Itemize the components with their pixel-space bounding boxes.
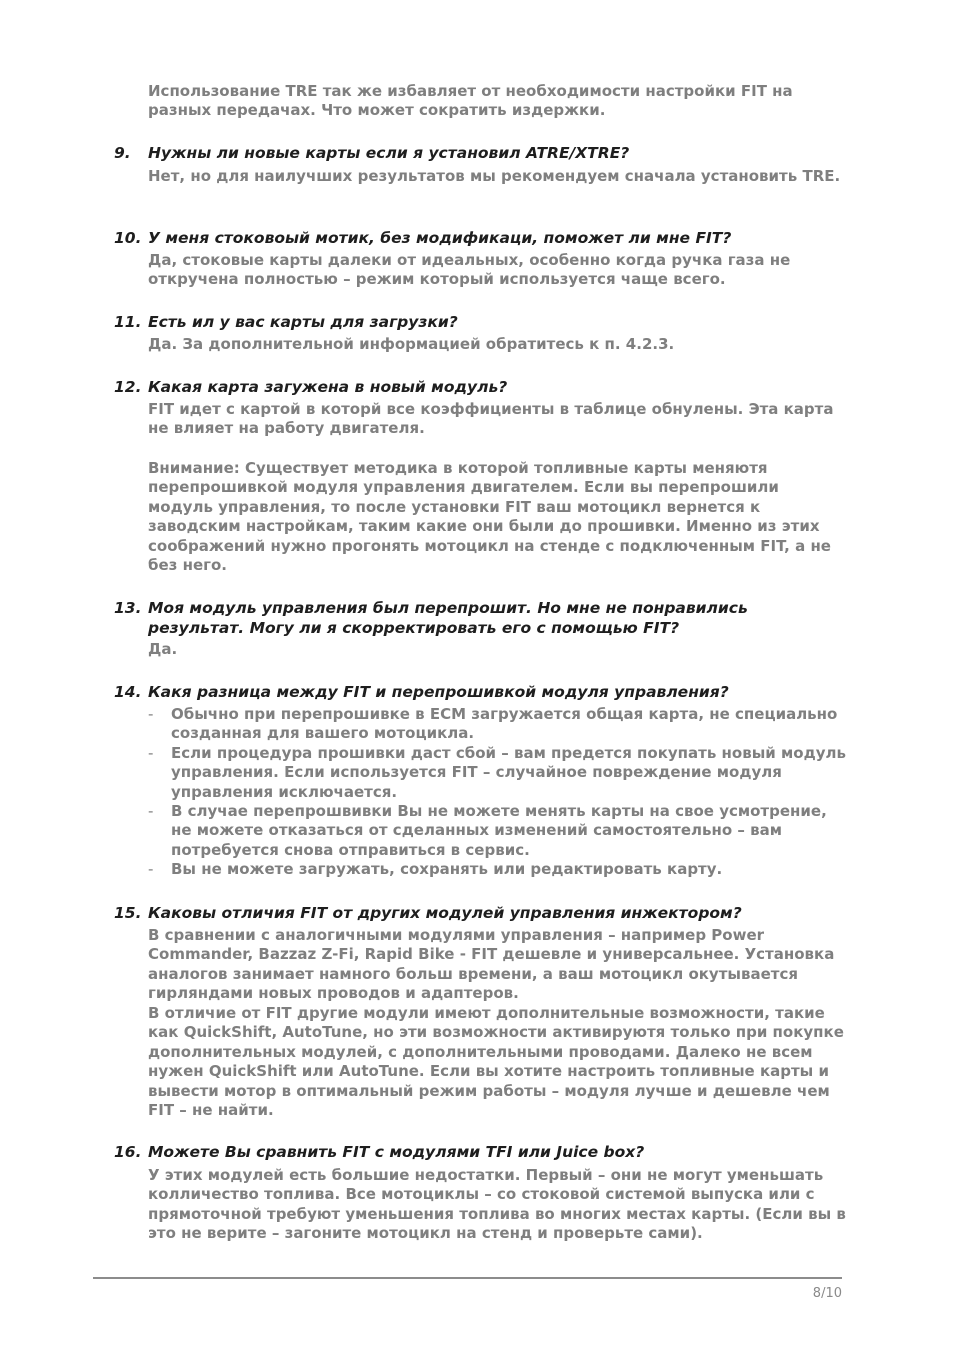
- dash-marker: -: [148, 802, 154, 821]
- question-text: Каковы отличия FIT от других модулей управления инжектором?: [148, 904, 742, 922]
- question-text: Нужны ли новые карты если я установил ATRE/XTRE?: [148, 144, 630, 162]
- question-text: Какя разница между FIT и перепрошивкой модуля управления?: [148, 683, 729, 701]
- question-text: Можете Вы сравнить FIT с модулями TFI или Juice box?: [148, 1143, 645, 1161]
- footer-divider: [93, 1277, 842, 1279]
- answer-9: Нет, но для наилучших результатов мы рекомендуем сначала установить TRE.: [148, 167, 841, 185]
- question-number: 11.: [114, 313, 142, 331]
- question-number: 14.: [114, 683, 142, 701]
- question-number: 12.: [114, 378, 142, 396]
- answer-15-part-1: В сравнении с аналогичными модулями управления – например Power Commander, Bazzaz Z-Fi, Rapid Bike - FIT дешевле и универсальнее. Установка аналогов занимает намного больш времени, а ваш мотоцикл окутывается гирляндами новых проводов и адаптеров.: [148, 926, 835, 1003]
- answer-12-warning: Внимание: Существует методика в которой топливные карты меняютя перепрошивкой модуля управления двигателем. Если вы перепрошили модуль управления, то после установки FIT ваш мотоцикл вернется к заводским настройкам, таким какие они были до прошивки. Именно из этих соображений нужно прогонять мотоцикл на стенде с подключенным FIT, а не без него.: [148, 459, 831, 575]
- question-number: 10.: [114, 229, 142, 247]
- question-12: [114, 377, 854, 397]
- question-13-line-2: результат. Могу ли я скорректировать его с помощью FIT?: [148, 619, 680, 637]
- question-text: Есть ил у вас карты для загрузки?: [148, 313, 458, 331]
- question-11: [114, 312, 854, 332]
- question-10: [114, 228, 854, 248]
- question-16: [114, 1142, 854, 1162]
- question-number: 13.: [114, 599, 142, 617]
- question-9: [114, 143, 854, 163]
- answer-13: Да.: [148, 640, 178, 658]
- dash-marker: -: [148, 860, 154, 879]
- list-item: [148, 744, 848, 802]
- dash-marker: -: [148, 743, 154, 762]
- list-item-text: Вы не можете загружать, сохранять или редактировать карту.: [171, 860, 723, 879]
- page-number: 8/10: [812, 1286, 842, 1301]
- list-item-text: Если процедура прошивки даст сбой – вам предется покупать новый модуль управления. Если используется FIT – случайное повреждение модуля управления исключается.: [171, 743, 846, 801]
- list-item: [148, 802, 848, 860]
- answer-10: Да, стоковые карты далеки от идеальных, особенно когда ручка газа не откручена полностью – режим который используется чаще всего.: [148, 251, 791, 289]
- answer-14-list: [148, 705, 848, 880]
- answer-16: У этих модулей есть большие недостатки. Первый – они не могут уменьшать колличество топлива. Все мотоциклы – со стоковой системой выпуска или с прямоточной требуют уменьшения топлива во многих местах карты. (Если вы в это не верите – загоните мотоцикл на стенд и проверьте сами).: [148, 1166, 846, 1243]
- question-13: [114, 598, 854, 618]
- answer-11: Да. За дополнительной информацией обратитесь к п. 4.2.3.: [148, 335, 675, 353]
- answer-15-part-2: В отличие от FIT другие модули имеют дополнительные возможности, такие как QuickShift, AutoTune, но эти возможности активируютя только при покупке дополнительных модулей, с дополнительными проводами. Далеко не всем нужен QuickShift или AutoTune. Если вы хотите настроить топливные карты и вывести мотор в оптимальный режим работы – модуля лучше и дешевле чем FIT – не найти.: [148, 1004, 844, 1120]
- list-item-text: Обычно при перепрошивке в ECM загружается общая карта, не специально созданная для вашего мотоцикла.: [171, 705, 838, 743]
- question-text-line-1: Моя модуль управления был перепрошит. Но мне не понравились: [148, 599, 748, 617]
- question-text: У меня стоковоый мотик, без модификаци, поможет ли мне FIT?: [148, 229, 732, 247]
- question-text: Какая карта загужена в новый модуль?: [148, 378, 508, 396]
- answer-12: FIT идет с картой в которй все коэффициенты в таблице обнулены. Эта карта не влияет на работу двигателя.: [148, 400, 834, 438]
- list-item-text: В случае перепрошвивки Вы не можете менять карты на свое усмотрение, не можете отказаться от сделанных изменений самостоятельно – вам потребуется снова отправиться в сервис.: [171, 802, 827, 859]
- list-item: [148, 705, 848, 744]
- question-number: 15.: [114, 904, 142, 922]
- list-item: [148, 860, 848, 879]
- question-number: 16.: [114, 1143, 142, 1161]
- dash-marker: -: [148, 705, 154, 723]
- question-14: [114, 682, 854, 702]
- intro-paragraph: Использование TRE так же избавляет от необходимости настройки FIT на разных передачах. Что может сократить издержки.: [148, 82, 793, 120]
- question-number: 9.: [114, 144, 131, 162]
- question-15: [114, 903, 854, 923]
